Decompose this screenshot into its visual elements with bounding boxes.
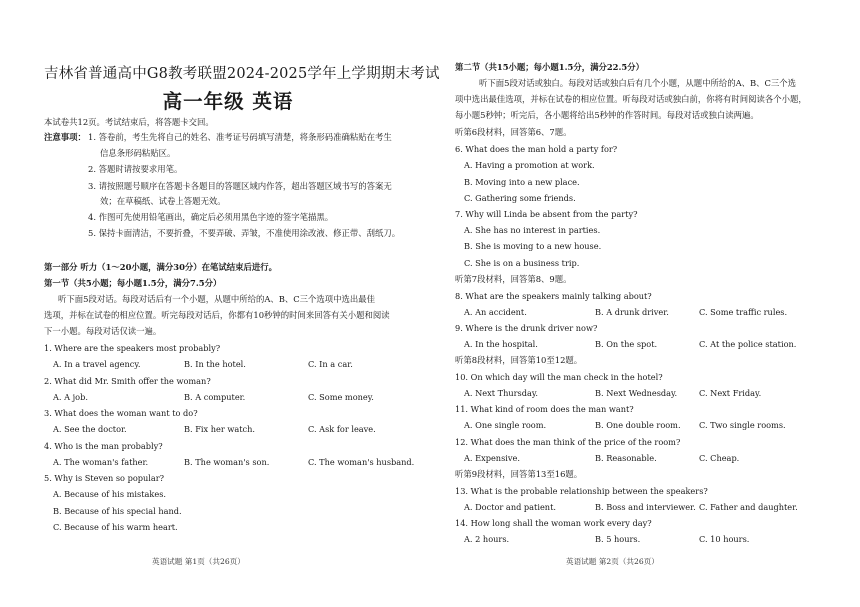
option-c: C. 10 hours. [699, 534, 750, 544]
material-9: 听第9段材料，回答第13至16题。 [455, 469, 583, 479]
option-c: C. Gathering some friends. [464, 193, 576, 203]
question-3: 3. What does the woman want to do? [44, 408, 198, 418]
option-a: A. In a travel agency. [53, 359, 141, 369]
material-8: 听第8段材料，回答第10至12题。 [455, 355, 583, 365]
part1-heading: 第一部分 听力（1～20小题，满分30分）在笔试结束后进行。 [44, 262, 278, 272]
option-a: A. One single room. [464, 420, 547, 430]
option-b: B. In the hotel. [184, 359, 246, 369]
note-5: 5. 保持卡面清洁，不要折叠，不要弄破、弄皱，不准使用涂改液、修正带、刮纸刀。 [88, 228, 401, 238]
section1-instruction-3: 下一小题。每段对话仅读一遍。 [44, 326, 162, 336]
option-c: C. Cheap. [699, 453, 740, 463]
note-2: 2. 答题时请按要求用笔。 [88, 164, 183, 174]
option-c: C. In a car. [308, 359, 353, 369]
option-c: C. Next Friday. [699, 388, 762, 398]
exam-title: 吉林省普通高中G8教考联盟2024-2025学年上学期期末考试 [44, 66, 440, 82]
option-c: C. She is on a business trip. [464, 258, 580, 268]
question-10: 10. On which day will the man check in the hotel? [455, 372, 663, 382]
option-b: B. On the spot. [595, 339, 658, 349]
material-7: 听第7段材料，回答第8、9题。 [455, 274, 572, 284]
option-b: B. A drunk driver. [595, 307, 669, 317]
option-a: A. Expensive. [464, 453, 520, 463]
notes-label: 注意事项： [44, 132, 86, 142]
option-a: A. Next Thursday. [464, 388, 539, 398]
option-c: C. Ask for leave. [308, 424, 376, 434]
option-a: A. See the doctor. [53, 424, 127, 434]
option-a: A. An accident. [464, 307, 527, 317]
section1-instruction-2: 选项，并标在试卷的相应位置。听完每段对话后，你都有10秒钟的时间来回答有关小题和阅读 [44, 310, 390, 320]
question-12: 12. What does the man think of the price of the room? [455, 437, 681, 447]
option-a: A. The woman's father. [53, 457, 149, 467]
note-3b: 效；在草稿纸、试卷上答题无效。 [100, 196, 226, 206]
option-a: A. Because of his mistakes. [53, 489, 166, 499]
option-c: C. Father and daughter. [699, 502, 798, 512]
option-b: B. 5 hours. [595, 534, 641, 544]
question-9: 9. Where is the drunk driver now? [455, 323, 598, 333]
option-c: C. At the police station. [699, 339, 797, 349]
option-c: C. Some traffic rules. [699, 307, 788, 317]
section2-instruction-3: 每小题5秒钟；听完后，各小题将给出5秒钟的作答时间。每段对话或独白读两遍。 [455, 110, 759, 120]
option-c: C. Some money. [308, 392, 374, 402]
question-14: 14. How long shall the woman work every day? [455, 518, 652, 528]
option-b: B. Because of his special hand. [53, 506, 182, 516]
option-c: C. The woman's husband. [308, 457, 415, 467]
option-b: B. Fix her watch. [184, 424, 256, 434]
note-1a: 1. 答卷前，考生先将自己的姓名、准考证号码填写清楚，将条形码准确粘贴在考生 [88, 132, 392, 142]
note-1b: 信息条形码粘贴区。 [100, 148, 176, 158]
question-4: 4. Who is the man probably? [44, 441, 163, 451]
option-a: A. 2 hours. [464, 534, 510, 544]
left-column [44, 0, 440, 607]
question-8: 8. What are the speakers mainly talking about? [455, 291, 652, 301]
section2-instruction-1: 听下面5段对话或独白。每段对话或独白后有几个小题，从题中所给的A、B、C三个选 [479, 78, 797, 88]
option-c: C. Two single rooms. [699, 420, 786, 430]
question-6: 6. What does the man hold a party for? [455, 144, 618, 154]
section1-heading: 第一节（共5小题；每小题1.5分，满分7.5分） [44, 278, 222, 288]
question-7: 7. Why will Linda be absent from the party? [455, 209, 638, 219]
question-5: 5. Why is Steven so popular? [44, 473, 165, 483]
option-b: B. Boss and interviewer. [595, 502, 696, 512]
intro-line: 本试卷共12页。考试结束后，将答题卡交回。 [44, 117, 214, 127]
option-b: B. She is moving to a new house. [464, 241, 602, 251]
option-a: A. A job. [53, 392, 88, 402]
question-13: 13. What is the probable relationship between the speakers? [455, 486, 708, 496]
option-b: B. A computer. [184, 392, 246, 402]
page-footer-left: 英语试题 第1页（共26页） [152, 557, 245, 566]
option-a: A. Doctor and patient. [464, 502, 556, 512]
option-b: B. Moving into a new place. [464, 177, 580, 187]
note-3a: 3. 请按照题号顺序在答题卡各题目的答题区域内作答，超出答题区域书写的答案无 [88, 181, 392, 191]
option-b: B. One double room. [595, 420, 681, 430]
material-6: 听第6段材料，回答第6、7题。 [455, 127, 572, 137]
note-4: 4. 作图可先使用铅笔画出，确定后必须用黑色字迹的签字笔描黑。 [88, 212, 334, 222]
right-column [455, 0, 827, 607]
section1-instruction-1: 听下面5段对话。每段对话后有一个小题，从题中所给的A、B、C三个选项中选出最佳 [58, 294, 376, 304]
question-2: 2. What did Mr. Smith offer the woman? [44, 376, 211, 386]
page-footer-right: 英语试题 第2页（共26页） [566, 557, 659, 566]
option-a: A. She has no interest in parties. [464, 225, 601, 235]
question-11: 11. What kind of room does the man want? [455, 404, 634, 414]
question-1: 1. Where are the speakers most probably? [44, 343, 221, 353]
option-a: A. In the hospital. [464, 339, 538, 349]
section2-instruction-2: 项中选出最佳选项，并标在试卷的相应位置。听每段对话或独白前，你将有时间阅读各个小题， [455, 94, 807, 104]
option-c: C. Because of his warm heart. [53, 522, 178, 532]
option-b: B. Reasonable. [595, 453, 657, 463]
option-a: A. Having a promotion at work. [464, 160, 595, 170]
exam-subtitle: 高一年级 英语 [162, 90, 294, 113]
section2-heading: 第二节（共15小题；每小题1.5分，满分22.5分） [455, 62, 644, 72]
option-b: B. The woman's son. [184, 457, 270, 467]
option-b: B. Next Wednesday. [595, 388, 678, 398]
